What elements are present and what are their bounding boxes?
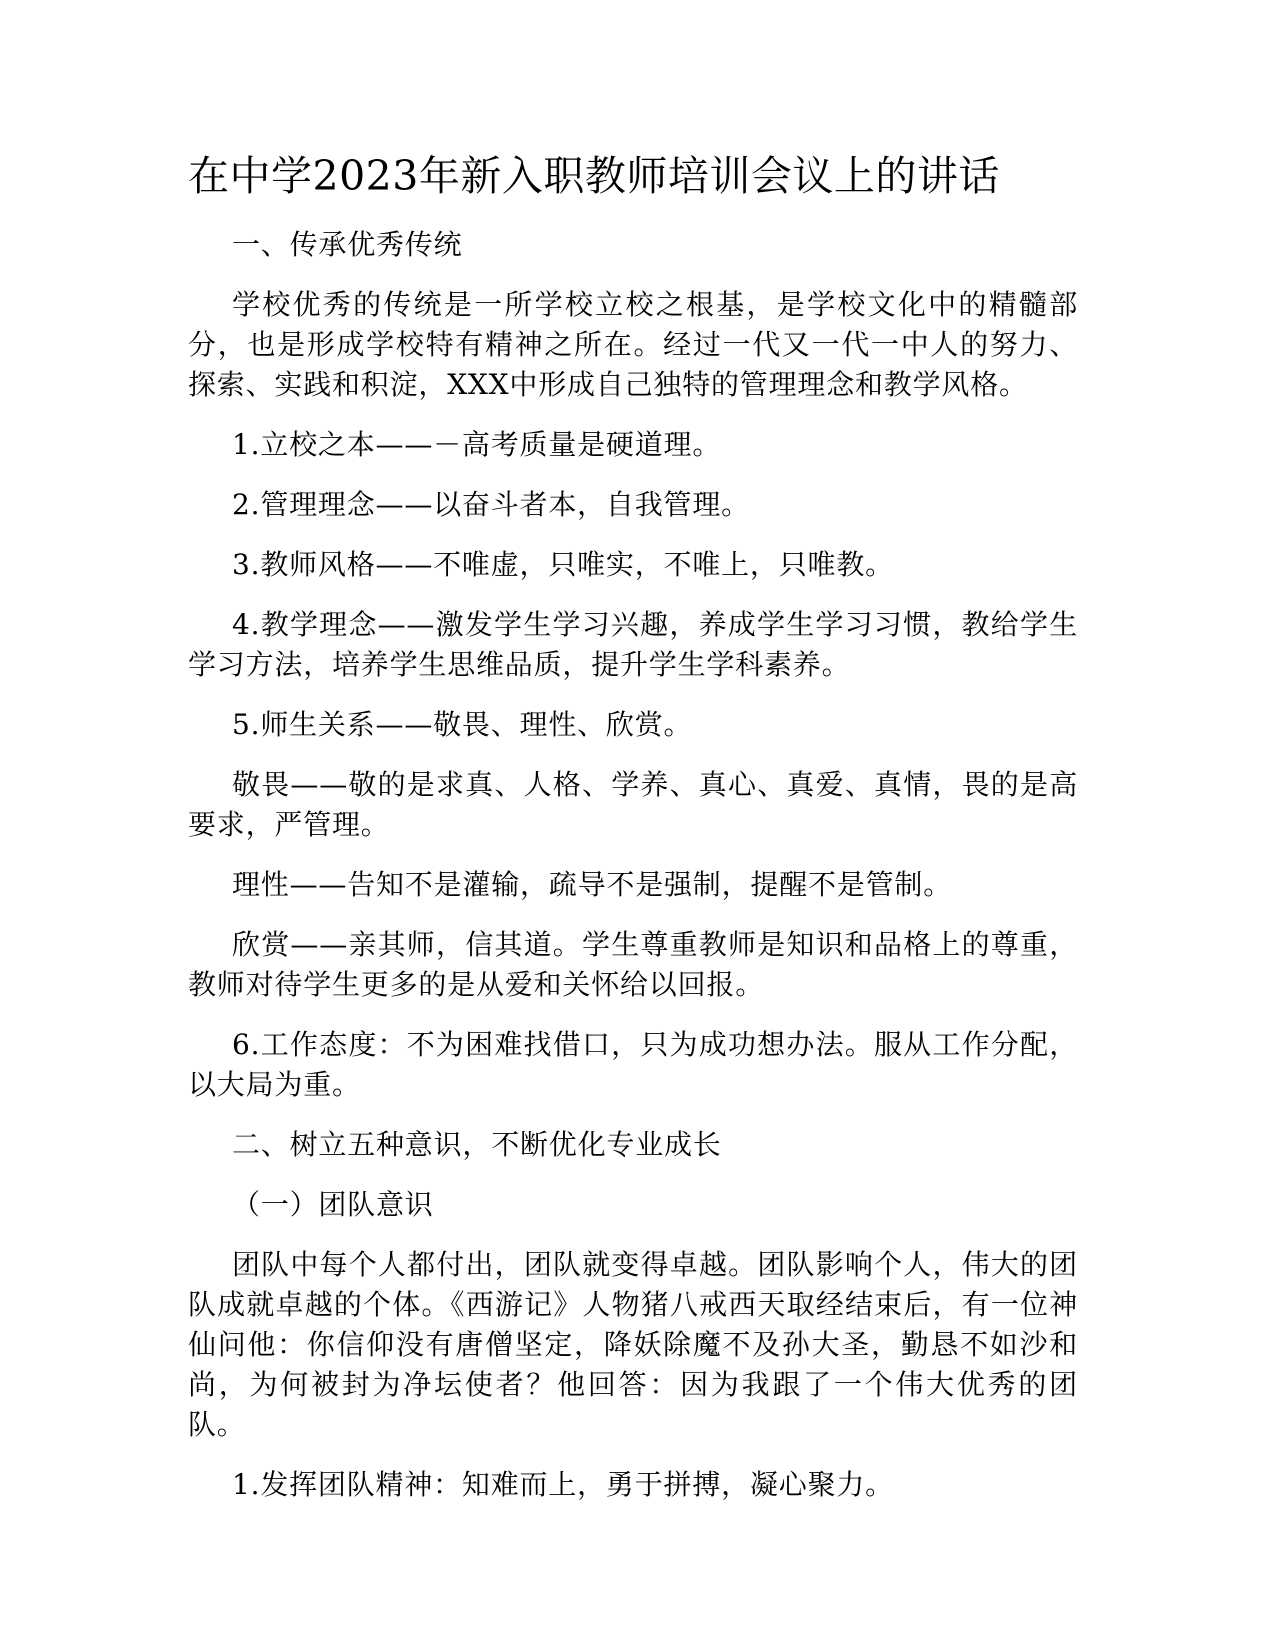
document-body [188, 225, 1078, 1525]
list-item: 6.工作态度：不为困难找借口，只为成功想办法。服从工作分配，以大局为重。 [188, 1028, 1078, 1101]
list-item: 2.管理理念——以奋斗者本，自我管理。 [232, 488, 750, 521]
section-heading: 二、树立五种意识，不断优化专业成长 [232, 1128, 722, 1161]
paragraph: 理性——告知不是灌输，疏导不是强制，提醒不是管制。 [232, 868, 953, 901]
list-item: 1.立校之本——－高考质量是硬道理。 [232, 428, 722, 461]
list-item: 3.教师风格——不唯虚，只唯实，不唯上，只唯教。 [232, 548, 894, 581]
paragraph: 敬畏——敬的是求真、人格、学养、真心、真爱、真情，畏的是高要求，严管理。 [188, 768, 1078, 841]
list-item: 5.师生关系——敬畏、理性、欣赏。 [232, 708, 693, 741]
list-item: 4.教学理念——激发学生学习兴趣，养成学生学习习惯，教给学生学习方法，培养学生思维品质，提升学生学科素养。 [188, 608, 1078, 681]
section-heading: 一、传承优秀传统 [232, 228, 463, 261]
paragraph: 团队中每个人都付出，团队就变得卓越。团队影响个人，伟大的团队成就卓越的个体。《西游记》人物猪八戒西天取经结束后，有一位神仙问他：你信仰没有唐僧坚定，降妖除魔不及孙大圣，勤恳不如沙和尚，为何被封为净坛使者？他回答：因为我跟了一个伟大优秀的团队。 [188, 1248, 1078, 1441]
document-title: 在中学2023年新入职教师培训会议上的讲话 [188, 152, 1000, 200]
paragraph: 学校优秀的传统是一所学校立校之根基，是学校文化中的精髓部分，也是形成学校特有精神之所在。经过一代又一代一中人的努力、探索、实践和积淀，XXX中形成自己独特的管理理念和教学风格。 [188, 288, 1078, 401]
paragraph: 欣赏——亲其师，信其道。学生尊重教师是知识和品格上的尊重，教师对待学生更多的是从爱和关怀给以回报。 [188, 928, 1078, 1001]
list-item: 1.发挥团队精神：知难而上，勇于拼搏，凝心聚力。 [232, 1468, 894, 1501]
subsection-heading: （一）团队意识 [232, 1188, 434, 1221]
